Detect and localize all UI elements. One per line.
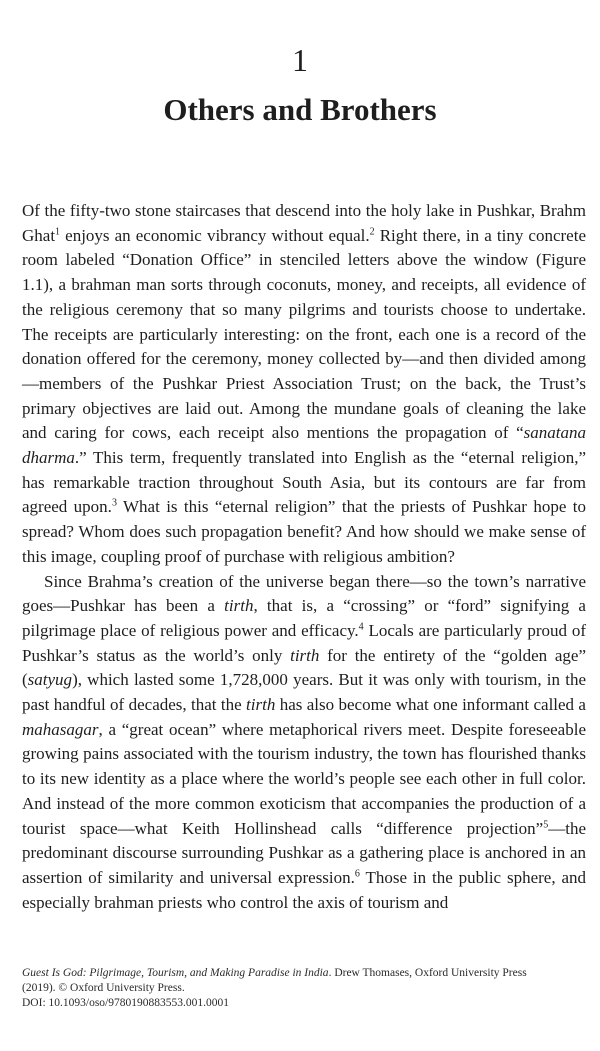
italic-term: sanatana dharma [22, 423, 586, 468]
body-text [22, 199, 586, 915]
paragraph-2 [22, 570, 586, 916]
footnote-marker: 6 [354, 868, 360, 880]
citation-line-1 [22, 966, 586, 981]
text-run: What is this “eternal religion” that the priests of Pushkar hope to spread? Whom does such propagation benefit? And how should we make sense of this image, coupling proof of purchase with religious ambition? [22, 497, 586, 566]
chapter-number: 1 [292, 42, 308, 78]
text-run: Right there, in a tiny concrete room labeled “Donation Office” in stenciled letters above the window (Figure 1.1), a brahman man sorts through coconuts, money, and receipts, all evidence of the religious ceremony that so many pilgrims and tourists choose to undertake. The receipts are particularly interesting: on the front, each one is a record of the donation offered for the ceremony, money collected by—and then divided among—members of the Pushkar Priest Association Trust; on the back, the Trust’s primary objectives are laid out. Among the mundane goals of cleaning the lake and caring for cows, each receipt also mentions the propagation of “ [22, 225, 586, 443]
text-run: has also become what one informant called a [275, 695, 586, 715]
paragraph-1 [22, 199, 586, 570]
footnote-marker: 4 [358, 621, 364, 633]
italic-term: satyug [27, 670, 73, 690]
italic-term: tirth [224, 596, 254, 616]
footnote-marker: 2 [369, 226, 375, 238]
text-run: Locals are particularly proud of Pushkar’s status as the world’s only [22, 620, 586, 665]
citation-footer [22, 966, 586, 1011]
text-run: for the entirety of the “golden age” ( [22, 645, 586, 690]
citation-line-2: (2019). © Oxford University Press. [22, 982, 185, 994]
chapter-title: Others and Brothers [163, 92, 437, 127]
italic-term: tirth [290, 645, 320, 665]
citation-doi: DOI: 10.1093/oso/9780190883553.001.0001 [22, 997, 229, 1009]
text-run: enjoys an economic vibrancy without equal. [60, 225, 370, 245]
text-run: Since Brahma’s creation of the universe began there—so the town’s narrative goes—Pushkar has been a [22, 571, 586, 616]
footnote-marker: 1 [55, 226, 61, 238]
italic-term: tirth [246, 695, 276, 715]
book-title: Guest Is God: Pilgrimage, Tourism, and Making Paradise in India [22, 967, 329, 979]
text-run: .” This term, frequently translated into English as the “eternal religion,” has remarkable traction throughout South Asia, but its contours are far from agreed upon. [22, 448, 586, 517]
text-run: Of the fifty-two stone staircases that descend into the holy lake in Pushkar, Brahm Ghat [22, 201, 586, 245]
footnote-marker: 5 [543, 818, 549, 830]
italic-term: mahasagar [22, 719, 99, 739]
text-run: —the predominant discourse surrounding Pushkar as a gathering place is anchored in an assertion of similarity and universal expression. [22, 818, 586, 887]
text-run: Those in the public sphere, and especially brahman priests who control the axis of tourism and [22, 867, 586, 912]
text-run: , that is, a “crossing” or “ford” signifying a pilgrimage place of religious power and efficacy. [22, 596, 586, 640]
citation-publisher: . Drew Thomases, Oxford University Press [328, 967, 527, 979]
footnote-marker: 3 [111, 497, 117, 509]
text-run: ), which lasted some 1,728,000 years. But it was only with tourism, in the past handful of decades, that the [22, 670, 586, 715]
text-run: , a “great ocean” where metaphorical rivers meet. Despite foreseeable growing pains associated with the tourism industry, the town has flourished thanks to its new identity as a place where the world’s people see each other in full color. And instead of the more common exoticism that accompanies the production of a tourist space—what Keith Hollinshead calls “difference projection” [22, 719, 586, 838]
